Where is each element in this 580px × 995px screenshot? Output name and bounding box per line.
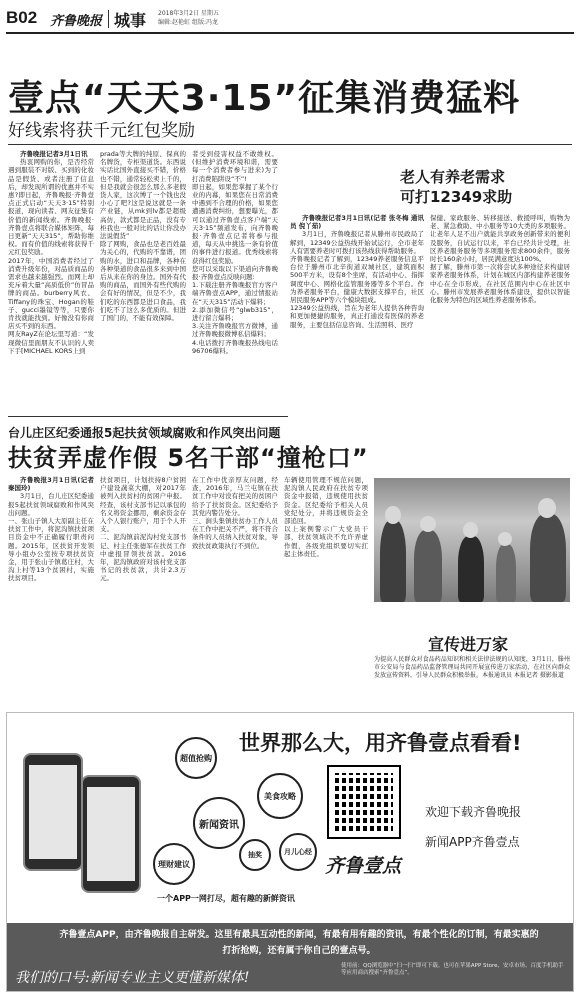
photo-figure — [530, 514, 566, 602]
news-photo — [374, 478, 570, 602]
qr-code[interactable] — [329, 767, 399, 837]
masthead — [6, 6, 574, 34]
bubble-1: 新闻资讯 — [193, 797, 245, 849]
photo-figure — [385, 506, 401, 524]
photo-figure — [420, 516, 436, 532]
issue-date: 2018年3月2日 — [158, 10, 199, 17]
bubble-0: 超值抢购 — [175, 737, 217, 779]
photo-figure — [496, 544, 516, 602]
divider — [8, 416, 288, 417]
editor-credit: 编辑:赵艳虹 — [158, 19, 191, 26]
lead-subhead: 好线索将获千元红包奖励 — [8, 121, 195, 141]
photo-title: 宣传进万家 — [428, 635, 509, 654]
photo-figure — [538, 498, 556, 518]
designer-credit: 组版:冯龙 — [191, 19, 218, 26]
side-column-2: 保健、家政服务、转移接送、救援呼叫，购物为老、紧急救助、中小服务等10大类的多项服务。让老年人足不出户就能共享政务创新带来的便利及服务，自试运行以来，平台已经共计受理，社区养老服务服务等多项服务需求800余件，服务时长160余小时，居民满意度达100%。 据了解，滕州市第一次将尝试多种途径来构建居家养老服务体系，计划在城区内部构建养老服务中心在全市形成，在社区范围内中心在社区中心。滕州市发展养老服务体系建设，提供以智能化服务为特色的区域性养老服务体系。 — [430, 214, 570, 305]
lead-column-1 — [8, 150, 94, 370]
second-kicker: 台儿庄区纪委通报5起扶贫领域腐败和作风突出问题 — [8, 426, 281, 440]
second-column-4: 车辆使用管理不规范问题，泥沟镇人民政府在扶贫专项资金中报销，违规使用扶贫资金。区纪委给予相关人员党纪处分，并将违规资金全部追回。 以上案例警示广大党员干部，扶贫领域决不允许弄虚作假，各级党组织要切实扛起主体责任。 — [284, 476, 368, 558]
photo-figure — [380, 520, 406, 602]
second-byline: 齐鲁晚报3月1日讯(记者 秦国玲) — [8, 476, 94, 493]
second-column-1 — [8, 476, 94, 704]
app-logo: 齐鲁壹点 — [325, 855, 402, 877]
second-headline: 扶贫弄虚作假 5名干部“撞枪口” — [8, 444, 369, 472]
second-column-2: 扶贫项目，计划扶持8户贫困户建设蔬菜大棚，对2017年被列入扶贫村的贫困户申报。经查，该村支部书记以承包的名义将资金挪用，剩余资金存入个人银行账户，用于个人开支。 二、泥沟镇前泥沟村党支部书记、村主任张德军在扶贫工作中虚报冒领扶贫款。2016年，泥沟镇政府对该村党支部书记的扶贫款，共计2.3万元。 — [100, 476, 186, 583]
divider — [108, 10, 109, 28]
divider — [8, 144, 572, 145]
app-advertisement — [6, 712, 574, 992]
paper-name: 齐鲁晚报 — [50, 14, 103, 29]
bubble-3: 理财建议 — [153, 843, 195, 885]
lead-column-3: 者受到侵害权益不敢维权。(但维护消费环境和谐，需要每一个消费者参与进来)为了打消费陷阱设“不”! 即日起，如果您掌握了某个行业的内幕，如果您在日常消费中遇到不合理的价格，如果您遭遇消费纠纷，想要曝光，都可以通过齐鲁壹点客户端“天天3·15”频道发布，向齐鲁晚报·齐鲁壹点记者将参与报道，每天从中挑选一条有价值的事件进行报道。优秀线索将获得红包奖励。 您可以采取以下渠道向齐鲁晚报·齐鲁壹点反映问题: 1.下载注册齐鲁晚报官方客户端齐鲁壹点APP，通过情报站在“天天315”活动下爆料； 2.添加微信号“glwb315”，进行留言爆料； 3.关注齐鲁晚报官方微博，通过齐鲁晚报微博私信爆料； 4.电话拨打齐鲁晚报热线电话96706爆料。 — [192, 150, 278, 355]
issue-weekday: 星期五 — [200, 10, 219, 17]
photo-figure — [498, 532, 512, 546]
phone-illustration — [81, 775, 141, 893]
side-text-1: 3月1日，齐鲁晚报记者从滕州市民政局了解到，12349公益热线开始试运行，全市老年人有需要养老时可拨打该热线获得帮助服务。 齐鲁晚报记者了解到，12349养老服务信息平台位于滕州市北辛街道双城社区，建筑面积500平方米，设有8个坐席，有活动中心、指挥调度中心、网格化监管服务器等多个平台。作为养老服务平台，健康大数据支撑平台，社区居民服务APP等六个模块组成。 12349公益热线，旨在为老年人提供各种咨询和更加便捷的服务，真正打通没有医保的养老服务，主要包括信息咨询、生活照料、医疗 — [290, 230, 424, 329]
second-text-1: 3月1日，台儿庄区纪委通报5起扶贫领域腐败和作风突出问题。 一、张山子镇人大原副主任在扶贫工作中，将泥沟镇扶贫项目资金中不正确履行职责问题。2015年，区扶贫开发领导小组办公室按专项扶贫资金，用于张山子镇葛庄村，大沟上村等13个贫困村，实施扶贫项目。 — [8, 492, 94, 583]
ad-slogan: 世界那么大，用齐鲁壹点看看! — [239, 731, 522, 755]
photo-figure — [458, 536, 484, 602]
download-line-1: 欢迎下载齐鲁晚报 — [425, 805, 522, 819]
bubble-4: 抽奖 — [239, 839, 271, 871]
issue-meta — [158, 9, 219, 27]
side-headline-line1: 老人有养老需求 — [400, 168, 506, 186]
phone-illustration — [23, 753, 83, 871]
side-byline: 齐鲁晚报记者3月1日讯(记者 张冬梅 通讯员 倪丫茹) — [290, 214, 424, 231]
download-line-2: 新闻APP齐鲁壹点 — [425, 835, 520, 849]
ad-description: 齐鲁壹点APP，由齐鲁晚报自主研发。这里有最具互动性的新闻，有最有用有趣的资讯，有最个性化的订制，有最实惠的打折抢购，还有属于你自己的壹点号。 — [59, 930, 539, 956]
side-column-1 — [290, 214, 424, 448]
page-number: B02 — [6, 8, 38, 27]
ad-fine-print: 使用前：QQ浏览器中“扫一扫”即可下载。也可在苹果APP Store、安卓市场、百度手机助手等应用商店搜索“齐鲁壹点”。 — [341, 963, 564, 976]
bubble-5: 月儿心经 — [279, 833, 317, 871]
ad-motto: 我们的口号:新闻专业主义更懂新媒体! — [15, 970, 250, 986]
photo-figure — [463, 522, 478, 538]
lead-byline: 齐鲁晚报记者3月1日讯 — [20, 150, 88, 158]
second-column-3: 在工作中优亲厚友问题，经查，2016年，马兰屯镇在扶贫工作中对没有把关的贫困户给予了扶贫资金。区纪委给予其党内警告处分。 三、涧头集镇扶贫办工作人员在工作中把关不严，将不符合条件的人员纳入扶贫对象，导致扶贫政策执行不到位。 — [192, 476, 278, 550]
lead-headline: 壹点“天天3·15”征集消费猛料 — [8, 78, 521, 119]
photo-figure — [414, 530, 442, 602]
section-name: 城事 — [114, 11, 147, 30]
ad-tagline: 一个APP一网打尽，超有趣的新鲜资讯 — [157, 894, 295, 903]
lead-text-1: 热衷网购的你，是否经常遇到服装不对版、买到的化妆品是假货、或者注册了信息后，却发现所谓的优惠并不实惠?即日起，齐鲁晚报·齐鲁壹点正式启动“天天3·15”特别报道，现向读者、网友征集有价值的新闻线索。齐鲁晚报·齐鲁壹点将联合媒体矩阵，每日更新“天天315”，帮助你维权。而有价值的线索将获得千元红包奖励。 2017年，中国消费者经过了消费升级年份，对品质商品的需求也越来越强烈。而网上却充斥着大量“高质低价”仿冒品牌的商品。burberry风衣、Tiffany的珠宝、Hogan的鞋子、gucci墨镜等等，只要你肯找就能找到。好像没有你商店买不到的东西。 网友RayZ在论坛里写道：“发现微信里面朋友不认识的人卖下手[MICHAEL KORS上到 — [8, 158, 94, 355]
side-headline-line2: 可打12349求助 — [400, 188, 513, 206]
lead-column-2: prada等大牌的纯原、保真的名牌货，专柜渠道货。东西说实话比国外直接买不错，价格也不错，通常轻松卖上千的，但是我就会很怎么那么多老假货人家，这次博了一个钱也没小心了吧?这是说这就是一条产业链，从mk到lv都是超级高仿，款式都是正品，没有专柜我也一般对比的话让你没办法说假货” 除了网购，食品也是老百姓最为关心的，代购的不靠谱，团购的水，进口和品牌，各种在各种渠道的食品很多来到中国后从来在你的身边。国外有代购的商品，而国外有些代购的会有好的情况，但是不少，我们吃的东西都是进口食品，我们吃不了这么多优质的。但进了国门的，不能有效保障。 — [100, 150, 186, 323]
photo-caption: 为提高人民群众对食品药品知识和相关法律法规的认知度，3月1日，滕州市公安局与食品药品监督管理局共同开展宣传进万家活动，在社区向群众发放宣传资料，引导人民群众积极举报。本报通讯员 本报记者 摄影报道 — [374, 656, 570, 679]
bubble-2: 美食攻略 — [257, 773, 303, 819]
